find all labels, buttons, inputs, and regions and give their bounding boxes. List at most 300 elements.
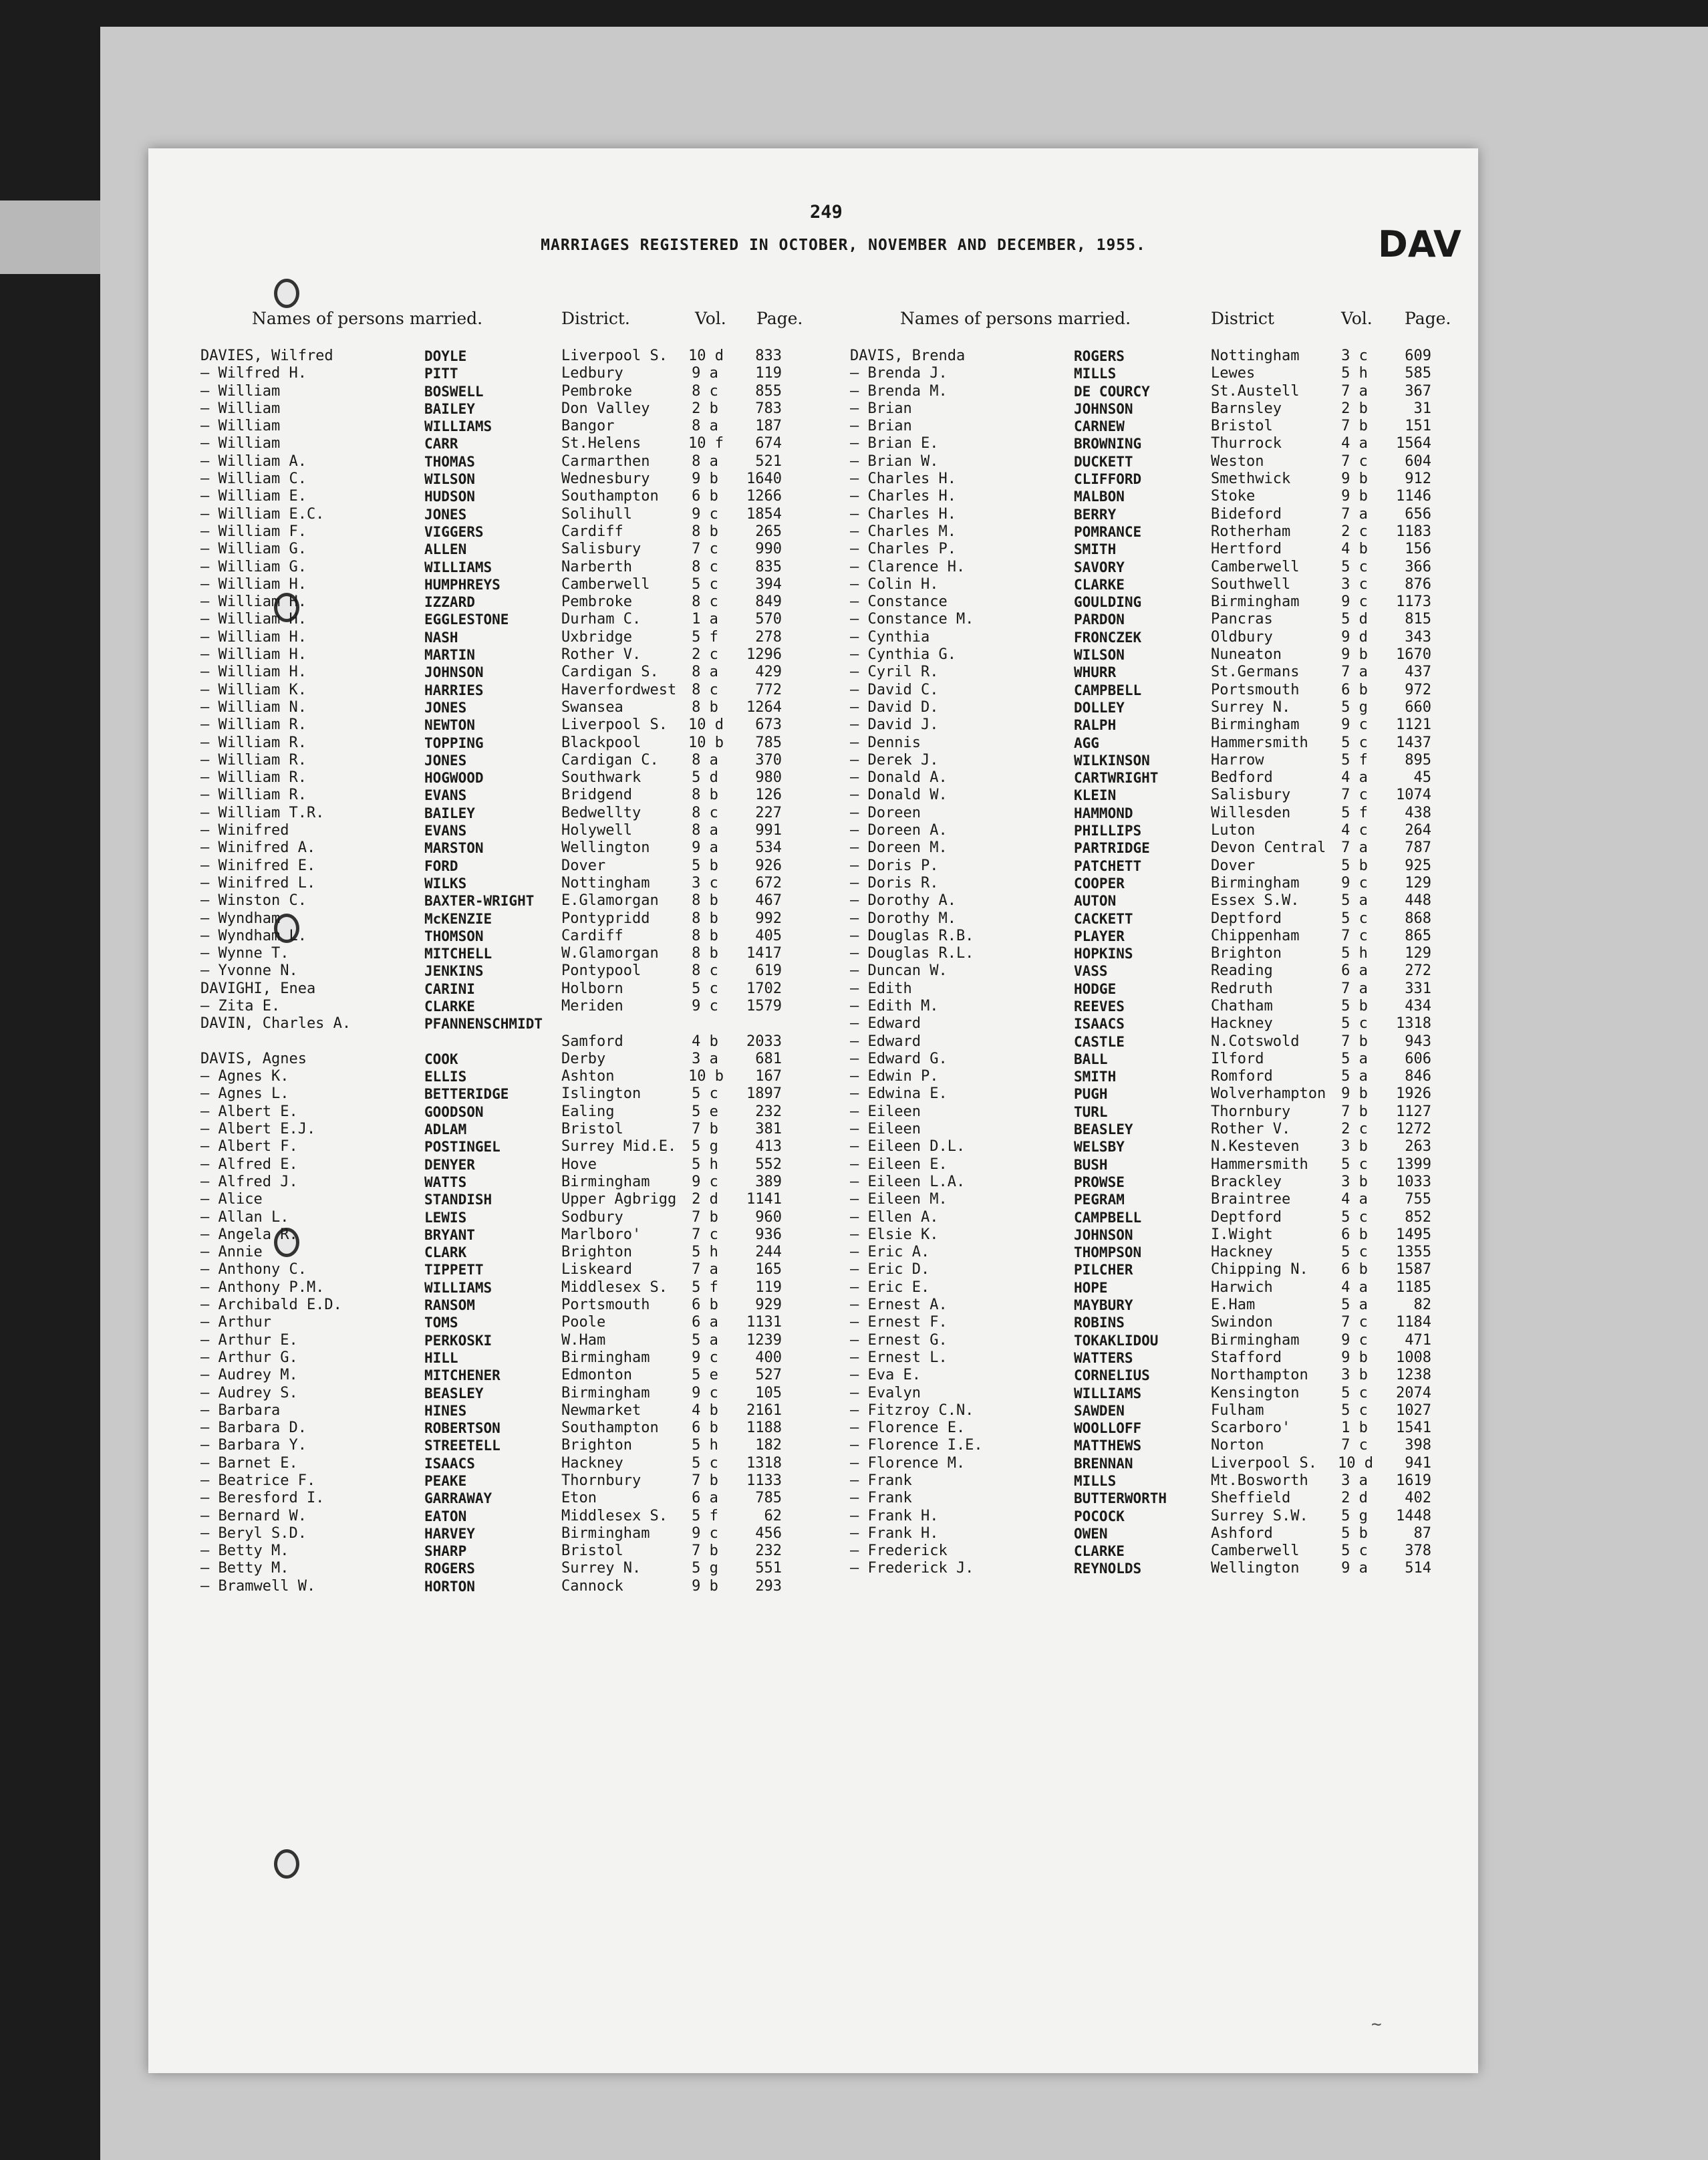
film-edge [0,200,100,274]
entry-volume: 5 e [692,1367,718,1384]
entry-volume: 6 a [692,1490,718,1507]
entry-name: — David J. [850,716,939,734]
entry-page: 62 [764,1507,782,1524]
entry-volume: 8 a [692,418,718,435]
entry-district: Chatham [1211,997,1273,1015]
entry-volume: 5 a [1341,892,1368,910]
entry-volume: 10 b [688,734,724,751]
entry-district: W.Glamorgan [561,945,659,962]
entry-name: — William R. [200,716,307,734]
entry-page: 609 [1405,348,1431,364]
spouse-surname: ALLEN [424,541,467,558]
entry-page: 105 [755,1384,782,1401]
entry-page: 1141 [746,1191,782,1208]
spouse-surname: WILKS [424,875,467,892]
entry-district: Hove [561,1156,597,1173]
entry-district: Brighton [561,1437,632,1454]
entry-district: Ledbury [561,365,623,382]
entry-name: — Charles H. [850,470,956,488]
entry-name: — Clarence H. [850,558,966,575]
entry-page: 1417 [746,945,782,962]
entry-page: 514 [1405,1560,1431,1577]
entry-volume: 7 a [1341,980,1368,997]
entry-volume: 5 c [692,575,718,593]
entry-district: Devon Central [1211,839,1326,857]
spouse-surname: THOMSON [424,928,484,944]
entry-page: 1173 [1396,593,1431,611]
spouse-surname: COOK [424,1051,458,1067]
entry-volume: 5 d [692,769,718,787]
entry-volume: 7 c [1341,452,1368,470]
entry-page: 437 [1405,664,1431,681]
entry-district: Bideford [1211,505,1282,523]
entry-volume: 2 c [1341,523,1368,540]
entry-district: Brackley [1211,1173,1282,1190]
spouse-surname: HODGE [1074,980,1117,997]
spouse-surname: BUTTERWORTH [1074,1490,1167,1507]
entry-page: 272 [1405,962,1431,980]
entry-name: — Florence E. [850,1420,966,1437]
spouse-surname: WILKINSON [1074,752,1150,769]
entry-volume: 5 c [1341,1401,1368,1419]
entry-district: I.Wight [1211,1226,1273,1243]
entry-name: — Beatrice F. [200,1472,316,1489]
spouse-surname: HINES [424,1402,467,1419]
entry-page: 167 [755,1068,782,1085]
entry-volume: 10 d [688,716,724,734]
entry-district: Swansea [561,698,623,716]
entry-volume: 5 h [692,1156,718,1173]
entry-district: Haverfordwest [561,681,677,698]
entry-name: — Eileen L.A. [850,1173,966,1190]
entry-name: — Doreen [850,804,921,821]
entry-volume: 9 c [1341,1331,1368,1349]
entry-page: 681 [755,1050,782,1067]
entry-volume: 7 c [1341,787,1368,804]
entry-name: — Eileen [850,1103,921,1120]
entry-volume: 4 a [1341,1278,1368,1296]
entry-name: — Ernest G. [850,1331,948,1349]
entry-district: Rotherham [1211,523,1291,540]
entry-volume: 5 a [1341,1050,1368,1067]
entry-district: Thurrock [1211,435,1282,452]
spouse-surname: BERRY [1074,506,1117,523]
entry-page: 151 [1405,418,1431,435]
spouse-surname: WILSON [424,471,475,488]
entry-page: 815 [1405,611,1431,628]
entry-volume: 8 b [692,892,718,910]
spouse-surname: JOHNSON [1074,400,1133,417]
entry-district: Stoke [1211,488,1256,505]
entry-volume: 7 b [692,1542,718,1560]
entry-district: Cardigan C. [561,751,659,769]
entry-volume: 5 h [1341,365,1368,382]
entry-volume: 7 a [692,1261,718,1278]
entry-volume: 8 c [692,804,718,821]
margin-mark: ~ [1371,2014,1382,2034]
spouse-surname: HUDSON [424,489,475,505]
entry-name: — Betty M. [200,1560,289,1577]
entry-volume: 5 g [692,1560,718,1577]
entry-name: — David C. [850,681,939,698]
punch-hole [274,279,299,308]
entry-page: 833 [755,348,782,364]
entry-volume: 9 c [1341,716,1368,734]
entry-volume: 6 b [1341,1261,1368,1278]
entry-volume: 9 b [1341,1349,1368,1366]
spouse-surname: BRYANT [424,1226,475,1243]
entry-district: Ashton [561,1068,615,1085]
spouse-surname: PFANNENSCHMIDT [424,1016,543,1033]
entry-district: Derby [561,1050,606,1067]
entry-volume: 9 c [1341,593,1368,611]
entry-district: Norton [1211,1437,1264,1454]
entry-name: — Winifred [200,822,289,839]
entry-page: 619 [755,962,782,980]
entry-district: Smethwick [1211,470,1291,488]
entry-district: Harwich [1211,1278,1273,1296]
entry-district: Luton [1211,822,1256,839]
spouse-surname: ISAACS [424,1455,475,1472]
spouse-surname: REYNOLDS [1074,1561,1142,1577]
spouse-surname: DE COURCY [1074,383,1150,400]
entry-page: 1184 [1396,1314,1431,1331]
header-district-left: District. [561,309,630,328]
entry-volume: 3 c [692,874,718,892]
entry-volume: 5 f [1341,751,1368,769]
entry-name: — Eileen D.L. [850,1138,966,1156]
entry-volume: 3 a [1341,1472,1368,1489]
entry-page: 2074 [1396,1384,1431,1401]
entry-district: Thornbury [1211,1103,1291,1120]
spouse-surname: STANDISH [424,1192,492,1208]
entry-volume: 5 f [692,1507,718,1524]
entry-name: — Audrey M. [200,1367,298,1384]
entry-page: 534 [755,839,782,857]
entry-district: Reading [1211,962,1273,980]
spouse-surname: HARVEY [424,1525,475,1542]
entry-name: — Brian E. [850,435,939,452]
entry-page: 1587 [1396,1261,1431,1278]
entry-page: 660 [1405,698,1431,716]
entry-volume: 6 b [1341,1226,1368,1243]
entry-name: — Frank [850,1472,912,1489]
entry-name: — Zita E. [200,997,281,1015]
entry-page: 865 [1405,927,1431,944]
entry-volume: 2 d [692,1191,718,1208]
entry-name: — Brenda J. [850,365,948,382]
header-vol-left: Vol. [695,309,726,328]
entry-district: Don Valley [561,400,650,417]
entry-district: Bridgend [561,787,632,804]
entry-district: Bristol [561,1121,623,1138]
spouse-surname: CLARKE [1074,576,1125,593]
entry-name: — Anthony C. [200,1261,307,1278]
entry-volume: 6 b [692,1297,718,1314]
entry-name: — Edward G. [850,1050,948,1067]
entry-name: — Frank H. [850,1507,939,1524]
entry-district: Southwell [1211,575,1291,593]
entry-page: 471 [1405,1331,1431,1349]
entry-volume: 9 c [1341,874,1368,892]
entry-district: Cardigan S. [561,664,659,681]
entry-name: — Derek J. [850,751,939,769]
punch-hole [274,1849,299,1879]
entry-district: Surrey N. [1211,698,1291,716]
entry-district: Birmingham [1211,874,1300,892]
entry-volume: 7 b [692,1208,718,1226]
entry-district: E.Ham [1211,1297,1256,1314]
entry-name: — William R. [200,769,307,787]
entry-district: Holywell [561,822,632,839]
entry-district: Mt.Bosworth [1211,1472,1308,1489]
spouse-surname: JONES [424,506,467,523]
entry-district: Hackney [1211,1015,1273,1033]
entry-district: Camberwell [1211,558,1300,575]
entry-district: Nottingham [1211,348,1300,364]
entry-name: — William [200,435,281,452]
entry-volume: 9 a [692,365,718,382]
entry-name: — Doris P. [850,857,939,874]
entry-district: Barnsley [1211,400,1282,417]
entry-name: — Alfred J. [200,1173,298,1190]
spouse-surname: JOHNSON [1074,1226,1133,1243]
entry-name: — David D. [850,698,939,716]
entry-volume: 8 c [692,593,718,611]
entry-page: 87 [1413,1524,1431,1542]
spouse-surname: PARTRIDGE [1074,840,1150,857]
entry-volume: 5 a [692,1331,718,1349]
spouse-surname: POMRANCE [1074,523,1142,540]
entry-name: — William F. [200,523,307,540]
entry-volume: 5 d [1341,611,1368,628]
entry-district: Hammersmith [1211,734,1308,751]
entry-district: Chipping N. [1211,1261,1308,1278]
entry-page: 1074 [1396,787,1431,804]
entry-district: Stafford [1211,1349,1282,1366]
entry-page: 785 [755,734,782,751]
entry-volume: 3 b [1341,1173,1368,1190]
spouse-surname: AUTON [1074,893,1117,910]
entry-district: Thornbury [561,1472,642,1489]
entry-name: — Charles H. [850,488,956,505]
entry-district: Nuneaton [1211,646,1282,664]
entry-district: Birmingham [1211,593,1300,611]
spouse-surname: CLARKE [424,998,475,1015]
entry-name: — Douglas R.B. [850,927,974,944]
entry-page: 227 [755,804,782,821]
entry-district: Liverpool S. [561,716,668,734]
entry-name: — William H. [200,575,307,593]
entry-page: 1188 [746,1420,782,1437]
spouse-surname: AGG [1074,734,1099,751]
spouse-surname: SHARP [424,1543,467,1560]
entry-volume: 4 b [692,1033,718,1050]
entry-volume: 6 b [692,488,718,505]
entry-district: St.Austell [1211,382,1300,400]
entry-page: 570 [755,611,782,628]
spouse-surname: GOULDING [1074,594,1142,611]
entry-name: — Donald A. [850,769,948,787]
entry-volume: 5 h [1341,945,1368,962]
entry-district: Cardiff [561,523,623,540]
entry-name: — Bramwell W. [200,1577,316,1595]
entry-name: — Bernard W. [200,1507,307,1524]
spouse-surname: PHILLIPS [1074,823,1142,839]
entry-district: Braintree [1211,1191,1291,1208]
spouse-surname: PLAYER [1074,928,1125,944]
entry-district: Brighton [1211,945,1282,962]
entry-page: 1495 [1396,1226,1431,1243]
entry-volume: 9 b [1341,646,1368,664]
entry-volume: 2 c [1341,1121,1368,1138]
entry-volume: 9 b [1341,470,1368,488]
entry-page: 1854 [746,505,782,523]
entry-district: Solihull [561,505,632,523]
spouse-surname: MARTIN [424,647,475,664]
entry-name: — Ernest F. [850,1314,948,1331]
entry-page: 2161 [746,1401,782,1419]
entry-volume: 7 a [1341,382,1368,400]
entry-volume: 6 a [1341,962,1368,980]
entry-district: Kensington [1211,1384,1300,1401]
spouse-surname: PEGRAM [1074,1192,1125,1208]
entry-volume: 5 h [692,1244,718,1261]
entry-district: Pontypool [561,962,642,980]
entry-volume: 5 c [692,1085,718,1103]
entry-volume: 8 b [692,945,718,962]
entry-name: — Frederick [850,1542,948,1560]
entry-district: Meriden [561,997,623,1015]
spouse-surname: REEVES [1074,998,1125,1015]
entry-volume: 8 b [692,787,718,804]
entry-name: — Eileen [850,1121,921,1138]
spouse-surname: PILCHER [1074,1262,1133,1278]
entry-page: 852 [1405,1208,1431,1226]
entry-district: E.Glamorgan [561,892,659,910]
spouse-surname: PROWSE [1074,1174,1125,1190]
spouse-surname: MARSTON [424,840,484,857]
entry-volume: 5 b [1341,1524,1368,1542]
entry-volume: 3 c [1341,348,1368,364]
entry-name: — Betty M. [200,1542,289,1560]
header-district-right: District [1211,309,1274,328]
spouse-surname: ROGERS [424,1561,475,1577]
spouse-surname: VIGGERS [424,523,484,540]
entry-district: Liverpool S. [561,348,668,364]
entry-volume: 5 g [1341,698,1368,716]
entry-volume: 5 b [1341,857,1368,874]
entry-name: — Barbara D. [200,1420,307,1437]
entry-volume: 5 b [692,857,718,874]
entry-volume: 5 c [1341,1015,1368,1033]
entry-name: — Duncan W. [850,962,948,980]
entry-district: Uxbridge [561,628,632,646]
entry-page: 1670 [1396,646,1431,664]
entry-page: 787 [1405,839,1431,857]
entry-name: — Edith M. [850,997,939,1015]
spouse-surname: MILLS [1074,1473,1117,1489]
entry-district: Birmingham [561,1173,650,1190]
entry-page: 129 [1405,945,1431,962]
entry-name: — Frederick J. [850,1560,974,1577]
entry-name: — Agnes L. [200,1085,289,1103]
entry-district: Poole [561,1314,606,1331]
entry-name: — Colin H. [850,575,939,593]
entry-district: Upper Agbrigg [561,1191,677,1208]
entry-volume: 5 h [692,1437,718,1454]
entry-district: Wolverhampton [1211,1085,1326,1103]
entry-page: 1264 [746,698,782,716]
entry-district: Narberth [561,558,632,575]
entry-name: — Brian [850,418,912,435]
entry-district: Edmonton [561,1367,632,1384]
entry-name: — Donald W. [850,787,948,804]
header-page-left: Page. [756,309,803,328]
entry-volume: 8 b [692,910,718,927]
entry-volume: 9 b [692,470,718,488]
entry-district: Redruth [1211,980,1273,997]
entry-volume: 8 c [692,962,718,980]
entry-page: 456 [755,1524,782,1542]
entry-volume: 5 c [692,980,718,997]
entry-page: 263 [1405,1138,1431,1156]
spouse-surname: BROWNING [1074,436,1142,452]
entry-volume: 5 c [1341,734,1368,751]
entry-district: Surrey S.W. [1211,1507,1308,1524]
entry-page: 1619 [1396,1472,1431,1489]
entry-page: 1897 [746,1085,782,1103]
entry-name: — William C. [200,470,307,488]
entry-volume: 10 b [688,1068,724,1085]
entry-name: — Allan L. [200,1208,289,1226]
entry-volume: 8 a [692,452,718,470]
spouse-surname: CARR [424,436,458,452]
spouse-surname: JONES [424,699,467,716]
spouse-surname: BEASLEY [424,1385,484,1401]
entry-page: 232 [755,1542,782,1560]
spouse-surname: MAYBURY [1074,1297,1133,1314]
entry-name: — Edwin P. [850,1068,939,1085]
entry-volume: 8 c [692,558,718,575]
entry-volume: 3 a [692,1050,718,1067]
entry-page: 244 [755,1244,782,1261]
entry-volume: 4 a [1341,1191,1368,1208]
spouse-surname: COOPER [1074,875,1125,892]
entry-district: Hertford [1211,541,1282,558]
entry-name: — Brian W. [850,452,939,470]
entry-page: 1133 [746,1472,782,1489]
entry-volume: 7 b [1341,1033,1368,1050]
page-title: MARRIAGES REGISTERED IN OCTOBER, NOVEMBER AND DECEMBER, 1955. [541,237,1146,254]
entry-district: Ashford [1211,1524,1273,1542]
entry-page: 394 [755,575,782,593]
entry-district: Liskeard [561,1261,632,1278]
entry-volume: 2 b [1341,400,1368,417]
entry-volume: 5 c [1341,1208,1368,1226]
entry-page: 674 [755,435,782,452]
entry-name: — Beresford I. [200,1490,325,1507]
spouse-surname: IZZARD [424,594,475,611]
entry-page: 370 [755,751,782,769]
entry-name: — Barbara Y. [200,1437,307,1454]
spouse-surname: EGGLESTONE [424,612,509,628]
entry-page: 835 [755,558,782,575]
entry-name: — William H. [200,593,307,611]
entry-volume: 4 a [1341,435,1368,452]
entry-page: 1926 [1396,1085,1431,1103]
entry-volume: 1 b [1341,1420,1368,1437]
